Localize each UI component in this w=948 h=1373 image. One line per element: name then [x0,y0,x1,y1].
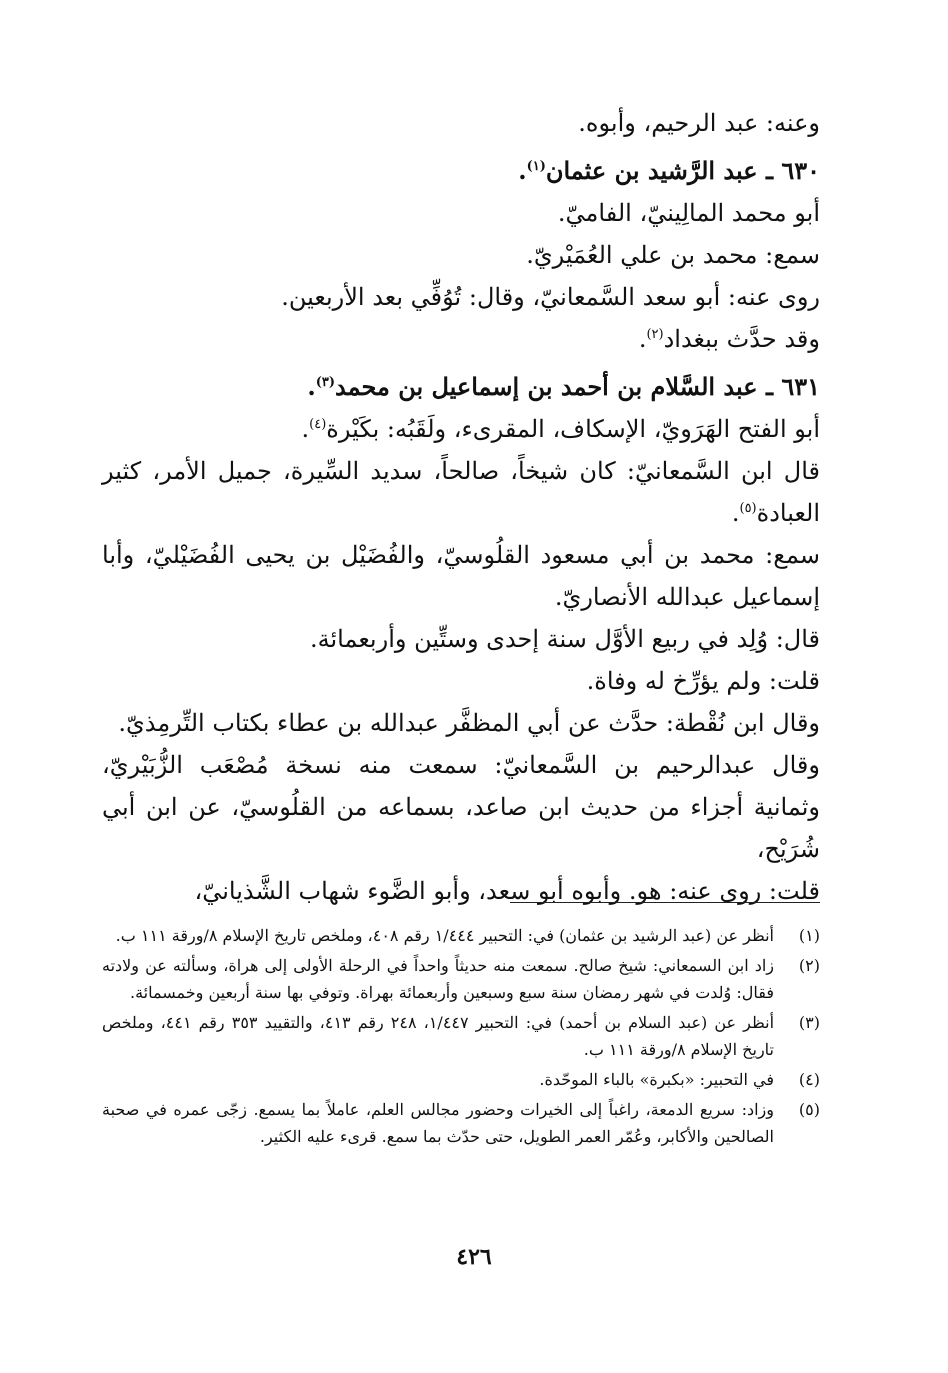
page-number: ٤٢٦ [456,1244,492,1270]
text-line: قال ابن السَّمعانيّ: كان شيخاً، صالحاً، سديد السِّيرة، جميل الأمر، كثير العبادة$^{(٥)}$. [102,457,820,527]
footnote-text: زاد ابن السمعاني: شيخ صالح. سمعت منه حديثاً واحداً في الرحلة الأولى إلى هراة، وسألته عن ولادته فقال: وُلدت في شهر رمضان سنة سبع وسبعين وأربعمائة بهراة. وتوفي بها سنة أربعين وخمسمائة. [102,956,774,1002]
text-line: قلت: ولم يؤرِّخ له وفاة. [586,667,820,695]
footnote [102,1066,820,1093]
text-line: وعنه: عبد الرحيم، وأبوه. [578,109,820,137]
footnote-marker[interactable]: (٢) [646,327,664,342]
footnote-text: أنظر عن (عبد السلام بن أحمد) في: التحبير ١/٤٤٧، ٢٤٨ رقم ٤١٣، والتقييد ٣٥٣ رقم ٤٤١، وملخص تاريخ الإسلام ٨/ورقة ١١١ ب. [102,1013,775,1059]
text-line: وقال عبدالرحيم بن السَّمعانيّ: سمعت منه نسخة مُصْعَب الزُّبَيْريّ، وثمانية أجزاء من حديث ابن صاعد، بسماعه من القلُوسيّ، عن ابن أبي شُرَيْح، [102,751,820,863]
footnote-marker[interactable]: (١) [526,159,546,174]
footnote-number: (٤) [798,1070,820,1089]
footnote-number: (٢) [798,956,820,975]
text-line: وقد حدَّث ببغداد$^{(٢)}$. [638,325,820,353]
footnote [102,1096,820,1150]
main-text [102,102,820,912]
text-line: قال: وُلِد في ربيع الأوَّل سنة إحدى وستِّين وأربعمائة. [309,625,820,653]
footnote-marker[interactable]: (٥) [739,501,757,516]
text-line: قلت: روى عنه: هو. وأبوه أبو سعد، وأبو الضَّوء شهاب الشَّذيانيّ، [194,877,820,905]
footnote [102,1009,820,1063]
footnote-number: (٣) [798,1013,820,1032]
footnote-number: (٥) [798,1100,820,1119]
footnote [102,922,820,949]
footnote-text: في التحبير: «بكبرة» بالباء الموحّدة. [539,1070,774,1089]
footnote-divider [510,902,820,903]
footnote-number: (١) [798,926,820,945]
footnote [102,952,820,1006]
text-line: أبو محمد المالِينيّ، الفاميّ. [557,199,820,227]
footnote-text: وزاد: سريع الدمعة، راغباً إلى الخيرات وحضور مجالس العلم، عاملاً بما يسمع. زجّى عمره في صحبة الصالحين والأكابر، وعُمّر العمر الطويل، حتى حدّث بما سمع. قرىء عليه الكثير. [102,1100,774,1146]
footnote-marker[interactable]: (٤) [309,417,327,432]
text-line: سمع: محمد بن أبي مسعود القلُوسيّ، والفُضَيْل بن يحيى الفُضَيْليّ، وأبا إسماعيل عبدالله الأنصاريّ. [102,541,820,611]
entry-heading-631: ٦٣١ ـ عبد السَّلام بن أحمد بن إسماعيل بن محمد$^{(٣)}$. [307,372,820,401]
text-line: وقال ابن نُقْطة: حدَّث عن أبي المظفَّر عبدالله بن عطاء بكتاب التِّرمِذيّ. [118,709,820,737]
text-line: سمع: محمد بن علي العُمَيْريّ. [526,241,820,269]
text-line: أبو الفتح الهَرَويّ، الإسكاف، المقرىء، ولَقَبُه: بكَيْرة$^{(٤)}$. [301,415,820,443]
text-line: روى عنه: أبو سعد السَّمعانيّ، وقال: تُوُفِّي بعد الأربعين. [281,283,820,311]
footnote-marker[interactable]: (٣) [315,375,336,390]
footnote-text: أنظر عن (عبد الرشيد بن عثمان) في: التحبير ١/٤٤٤ رقم ٤٠٨، وملخص تاريخ الإسلام ٨/ورقة ١١١ ب. [115,926,774,945]
footnotes [102,922,820,1153]
entry-heading-630: ٦٣٠ ـ عبد الرَّشيد بن عثمان$^{(١)}$. [518,156,820,185]
